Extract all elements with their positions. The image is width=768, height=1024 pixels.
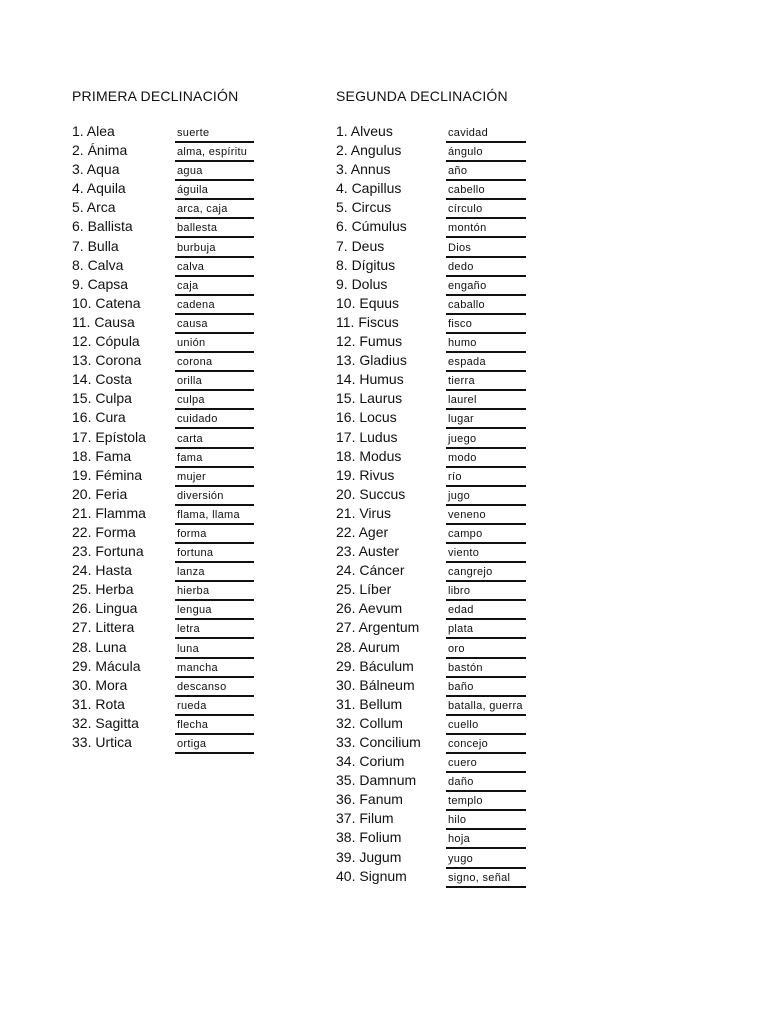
translation-answer: baño: [446, 680, 526, 697]
list-item: [72, 581, 272, 600]
translation-answer: libro: [446, 584, 526, 601]
list-item: [72, 180, 272, 199]
translation-answer: juego: [446, 432, 526, 449]
latin-word: 34. Corium: [336, 753, 405, 770]
translation-answer: diversión: [175, 489, 254, 506]
translation-answer: alma, espíritu: [175, 145, 254, 162]
translation-answer: jugo: [446, 489, 526, 506]
translation-answer: laurel: [446, 393, 526, 410]
latin-word: 21. Flamma: [72, 504, 146, 521]
latin-word: 15. Laurus: [336, 390, 403, 407]
translation-answer: daño: [446, 775, 526, 792]
translation-answer: letra: [175, 622, 254, 639]
latin-word: 20. Feria: [72, 485, 128, 502]
latin-word: 12. Fumus: [336, 333, 403, 350]
latin-word: 30. Mora: [72, 676, 128, 693]
translation-answer: cabello: [446, 183, 526, 200]
latin-word: 20. Succus: [336, 485, 406, 502]
list-item: [72, 448, 272, 467]
latin-word: 28. Aurum: [336, 638, 400, 655]
translation-answer: fama: [175, 451, 254, 468]
latin-word: 5. Arca: [72, 199, 116, 216]
list-item: [72, 295, 272, 314]
list-item: [336, 199, 546, 218]
list-item: [72, 390, 272, 409]
translation-answer: arca, caja: [175, 202, 254, 219]
latin-word: 37. Filum: [336, 810, 394, 827]
translation-answer: círculo: [446, 202, 526, 219]
list-item: [336, 581, 546, 600]
translation-answer: fortuna: [175, 546, 254, 563]
latin-word: 22. Ager: [336, 523, 389, 540]
latin-word: 12. Cópula: [72, 333, 140, 350]
list-item: [336, 390, 546, 409]
translation-answer: culpa: [175, 393, 254, 410]
translation-answer: águila: [175, 183, 254, 200]
latin-word: 33. Urtica: [72, 734, 132, 750]
latin-word: 11. Causa: [72, 313, 135, 330]
list-item: [336, 333, 546, 352]
latin-word: 18. Modus: [336, 447, 402, 464]
list-item: [72, 505, 272, 524]
translation-answer: batalla, guerra: [446, 699, 526, 716]
translation-answer: caballo: [446, 298, 526, 315]
list-item: [336, 161, 546, 180]
translation-answer: cuidado: [175, 412, 254, 429]
list-item: [336, 791, 546, 810]
list-item: [336, 142, 546, 161]
translation-answer: lanza: [175, 565, 254, 582]
latin-word: 7. Deus: [336, 237, 385, 254]
translation-answer: calva: [175, 260, 254, 277]
latin-word: 6. Cúmulus: [336, 218, 407, 235]
translation-answer: tierra: [446, 374, 526, 391]
translation-answer: bastón: [446, 661, 526, 678]
list-item: [336, 123, 546, 142]
list-item: [72, 658, 272, 677]
latin-word: 3. Annus: [336, 161, 391, 178]
latin-word: 23. Auster: [336, 543, 400, 560]
translation-answer: orilla: [175, 374, 254, 391]
translation-answer: burbuja: [175, 241, 254, 258]
translation-answer: cuero: [446, 756, 526, 773]
list-item: [72, 734, 272, 753]
list-item: [72, 352, 272, 371]
list-item: [336, 810, 546, 829]
translation-answer: lugar: [446, 412, 526, 429]
list-item: [72, 715, 272, 734]
primera-declinacion-column: [72, 86, 272, 753]
list-item: [336, 524, 546, 543]
latin-word: 33. Concilium: [336, 734, 421, 750]
translation-answer: suerte: [175, 126, 254, 143]
latin-word: 31. Bellum: [336, 695, 403, 712]
list-item: [72, 314, 272, 333]
latin-word: 2. Angulus: [336, 142, 402, 159]
list-item: [336, 734, 546, 753]
latin-word: 26. Aevum: [336, 600, 403, 617]
list-item: [336, 715, 546, 734]
list-item: [336, 218, 546, 237]
latin-word: 39. Jugum: [336, 848, 402, 865]
latin-word: 8. Dígitus: [336, 256, 396, 273]
translation-answer: río: [446, 470, 526, 487]
list-item: [72, 543, 272, 562]
list-item: [72, 276, 272, 295]
translation-answer: flama, llama: [175, 508, 254, 525]
latin-word: 23. Fortuna: [72, 543, 144, 560]
latin-word: 31. Rota: [72, 695, 125, 712]
latin-word: 24. Cáncer: [336, 562, 405, 579]
latin-word: 19. Fémina: [72, 466, 143, 483]
primera-word-list: [72, 123, 272, 753]
latin-word: 24. Hasta: [72, 562, 132, 579]
latin-word: 13. Gladius: [336, 352, 407, 369]
list-item: [72, 429, 272, 448]
list-item: [336, 467, 546, 486]
list-item: [336, 505, 546, 524]
latin-word: 29. Mácula: [72, 657, 141, 674]
translation-answer: campo: [446, 527, 526, 544]
translation-answer: mujer: [175, 470, 254, 487]
translation-answer: fisco: [446, 317, 526, 334]
latin-word: 9. Dolus: [336, 275, 388, 292]
translation-answer: forma: [175, 527, 254, 544]
latin-word: 7. Bulla: [72, 237, 119, 254]
list-item: [72, 371, 272, 390]
translation-answer: templo: [446, 794, 526, 811]
segunda-declinacion-column: [336, 86, 546, 887]
list-item: [336, 314, 546, 333]
latin-word: 25. Herba: [72, 581, 134, 598]
translation-answer: concejo: [446, 737, 526, 754]
translation-answer: caja: [175, 279, 254, 296]
latin-word: 25. Líber: [336, 581, 392, 598]
latin-word: 15. Culpa: [72, 390, 132, 407]
latin-word: 32. Collum: [336, 714, 403, 731]
latin-word: 19. Rivus: [336, 466, 395, 483]
list-item: [72, 696, 272, 715]
list-item: [336, 696, 546, 715]
translation-answer: cangrejo: [446, 565, 526, 582]
list-item: [72, 600, 272, 619]
latin-word: 8. Calva: [72, 256, 124, 273]
list-item: [336, 868, 546, 887]
latin-word: 30. Bálneum: [336, 676, 415, 693]
translation-answer: hilo: [446, 813, 526, 830]
list-item: [72, 238, 272, 257]
translation-answer: espada: [446, 355, 526, 372]
latin-word: 4. Capillus: [336, 180, 402, 197]
primera-declinacion-heading: PRIMERA DECLINACIÓN: [72, 88, 239, 104]
translation-answer: luna: [175, 642, 254, 659]
translation-answer: carta: [175, 432, 254, 449]
translation-answer: corona: [175, 355, 254, 372]
list-item: [336, 238, 546, 257]
list-item: [336, 409, 546, 428]
latin-word: 2. Ánima: [72, 142, 128, 159]
latin-word: 9. Capsa: [72, 275, 129, 292]
list-item: [336, 257, 546, 276]
translation-answer: plata: [446, 622, 526, 639]
list-item: [72, 257, 272, 276]
list-item: [336, 486, 546, 505]
list-item: [72, 409, 272, 428]
translation-answer: agua: [175, 164, 254, 181]
list-item: [72, 123, 272, 142]
segunda-word-list: [336, 123, 546, 887]
latin-word: 4. Aquila: [72, 180, 126, 197]
translation-answer: oro: [446, 642, 526, 659]
translation-answer: yugo: [446, 852, 526, 869]
list-item: [336, 849, 546, 868]
translation-answer: veneno: [446, 508, 526, 525]
translation-answer: humo: [446, 336, 526, 353]
latin-word: 27. Littera: [72, 619, 135, 636]
latin-word: 10. Equus: [336, 294, 400, 311]
latin-word: 14. Costa: [72, 371, 132, 388]
translation-answer: edad: [446, 603, 526, 620]
translation-answer: descanso: [175, 680, 254, 697]
latin-word: 18. Fama: [72, 447, 132, 464]
latin-word: 11. Fiscus: [336, 313, 399, 330]
list-item: [72, 619, 272, 638]
list-item: [72, 333, 272, 352]
latin-word: 1. Alea: [72, 123, 115, 139]
list-item: [336, 180, 546, 199]
translation-answer: modo: [446, 451, 526, 468]
segunda-declinacion-heading: SEGUNDA DECLINACIÓN: [336, 88, 508, 104]
latin-word: 16. Locus: [336, 409, 397, 426]
list-item: [336, 543, 546, 562]
translation-answer: hierba: [175, 584, 254, 601]
translation-answer: montón: [446, 221, 526, 238]
list-item: [336, 772, 546, 791]
list-item: [72, 639, 272, 658]
list-item: [336, 371, 546, 390]
latin-word: 40. Signum: [336, 867, 407, 884]
translation-answer: cuello: [446, 718, 526, 735]
translation-answer: cavidad: [446, 126, 526, 143]
translation-answer: flecha: [175, 718, 254, 735]
list-item: [72, 161, 272, 180]
list-item: [72, 467, 272, 486]
latin-word: 22. Forma: [72, 523, 136, 540]
latin-word: 16. Cura: [72, 409, 126, 426]
list-item: [336, 352, 546, 371]
list-item: [72, 524, 272, 543]
translation-answer: Dios: [446, 241, 526, 258]
latin-word: 32. Sagitta: [72, 714, 139, 731]
list-item: [336, 753, 546, 772]
latin-word: 3. Aqua: [72, 161, 120, 178]
list-item: [336, 619, 546, 638]
translation-answer: año: [446, 164, 526, 181]
list-item: [72, 562, 272, 581]
translation-answer: causa: [175, 317, 254, 334]
list-item: [336, 429, 546, 448]
translation-answer: cadena: [175, 298, 254, 315]
list-item: [336, 295, 546, 314]
latin-word: 26. Lingua: [72, 600, 138, 617]
latin-word: 13. Corona: [72, 352, 142, 369]
translation-answer: ortiga: [175, 737, 254, 754]
translation-answer: engaño: [446, 279, 526, 296]
translation-answer: unión: [175, 336, 254, 353]
list-item: [336, 658, 546, 677]
latin-word: 14. Humus: [336, 371, 404, 388]
latin-word: 10. Catena: [72, 294, 141, 311]
translation-answer: ballesta: [175, 221, 254, 238]
latin-word: 5. Circus: [336, 199, 392, 216]
latin-word: 38. Folium: [336, 829, 402, 846]
latin-word: 6. Ballista: [72, 218, 133, 235]
latin-word: 36. Fanum: [336, 791, 403, 808]
latin-word: 21. Virus: [336, 504, 391, 521]
translation-answer: hoja: [446, 832, 526, 849]
translation-answer: ángulo: [446, 145, 526, 162]
translation-answer: dedo: [446, 260, 526, 277]
list-item: [336, 639, 546, 658]
latin-word: 17. Ludus: [336, 428, 398, 445]
translation-answer: lengua: [175, 603, 254, 620]
translation-answer: mancha: [175, 661, 254, 678]
list-item: [72, 199, 272, 218]
translation-answer: signo, señal: [446, 871, 526, 888]
latin-word: 35. Damnum: [336, 772, 417, 789]
translation-answer: rueda: [175, 699, 254, 716]
translation-answer: viento: [446, 546, 526, 563]
list-item: [336, 276, 546, 295]
list-item: [336, 562, 546, 581]
list-item: [336, 600, 546, 619]
latin-word: 28. Luna: [72, 638, 127, 655]
list-item: [336, 677, 546, 696]
list-item: [72, 218, 272, 237]
list-item: [72, 142, 272, 161]
list-item: [72, 677, 272, 696]
latin-word: 27. Argentum: [336, 619, 420, 636]
latin-word: 17. Epístola: [72, 428, 146, 445]
list-item: [336, 829, 546, 848]
list-item: [336, 448, 546, 467]
list-item: [72, 486, 272, 505]
latin-word: 1. Alveus: [336, 123, 393, 139]
latin-word: 29. Báculum: [336, 657, 414, 674]
